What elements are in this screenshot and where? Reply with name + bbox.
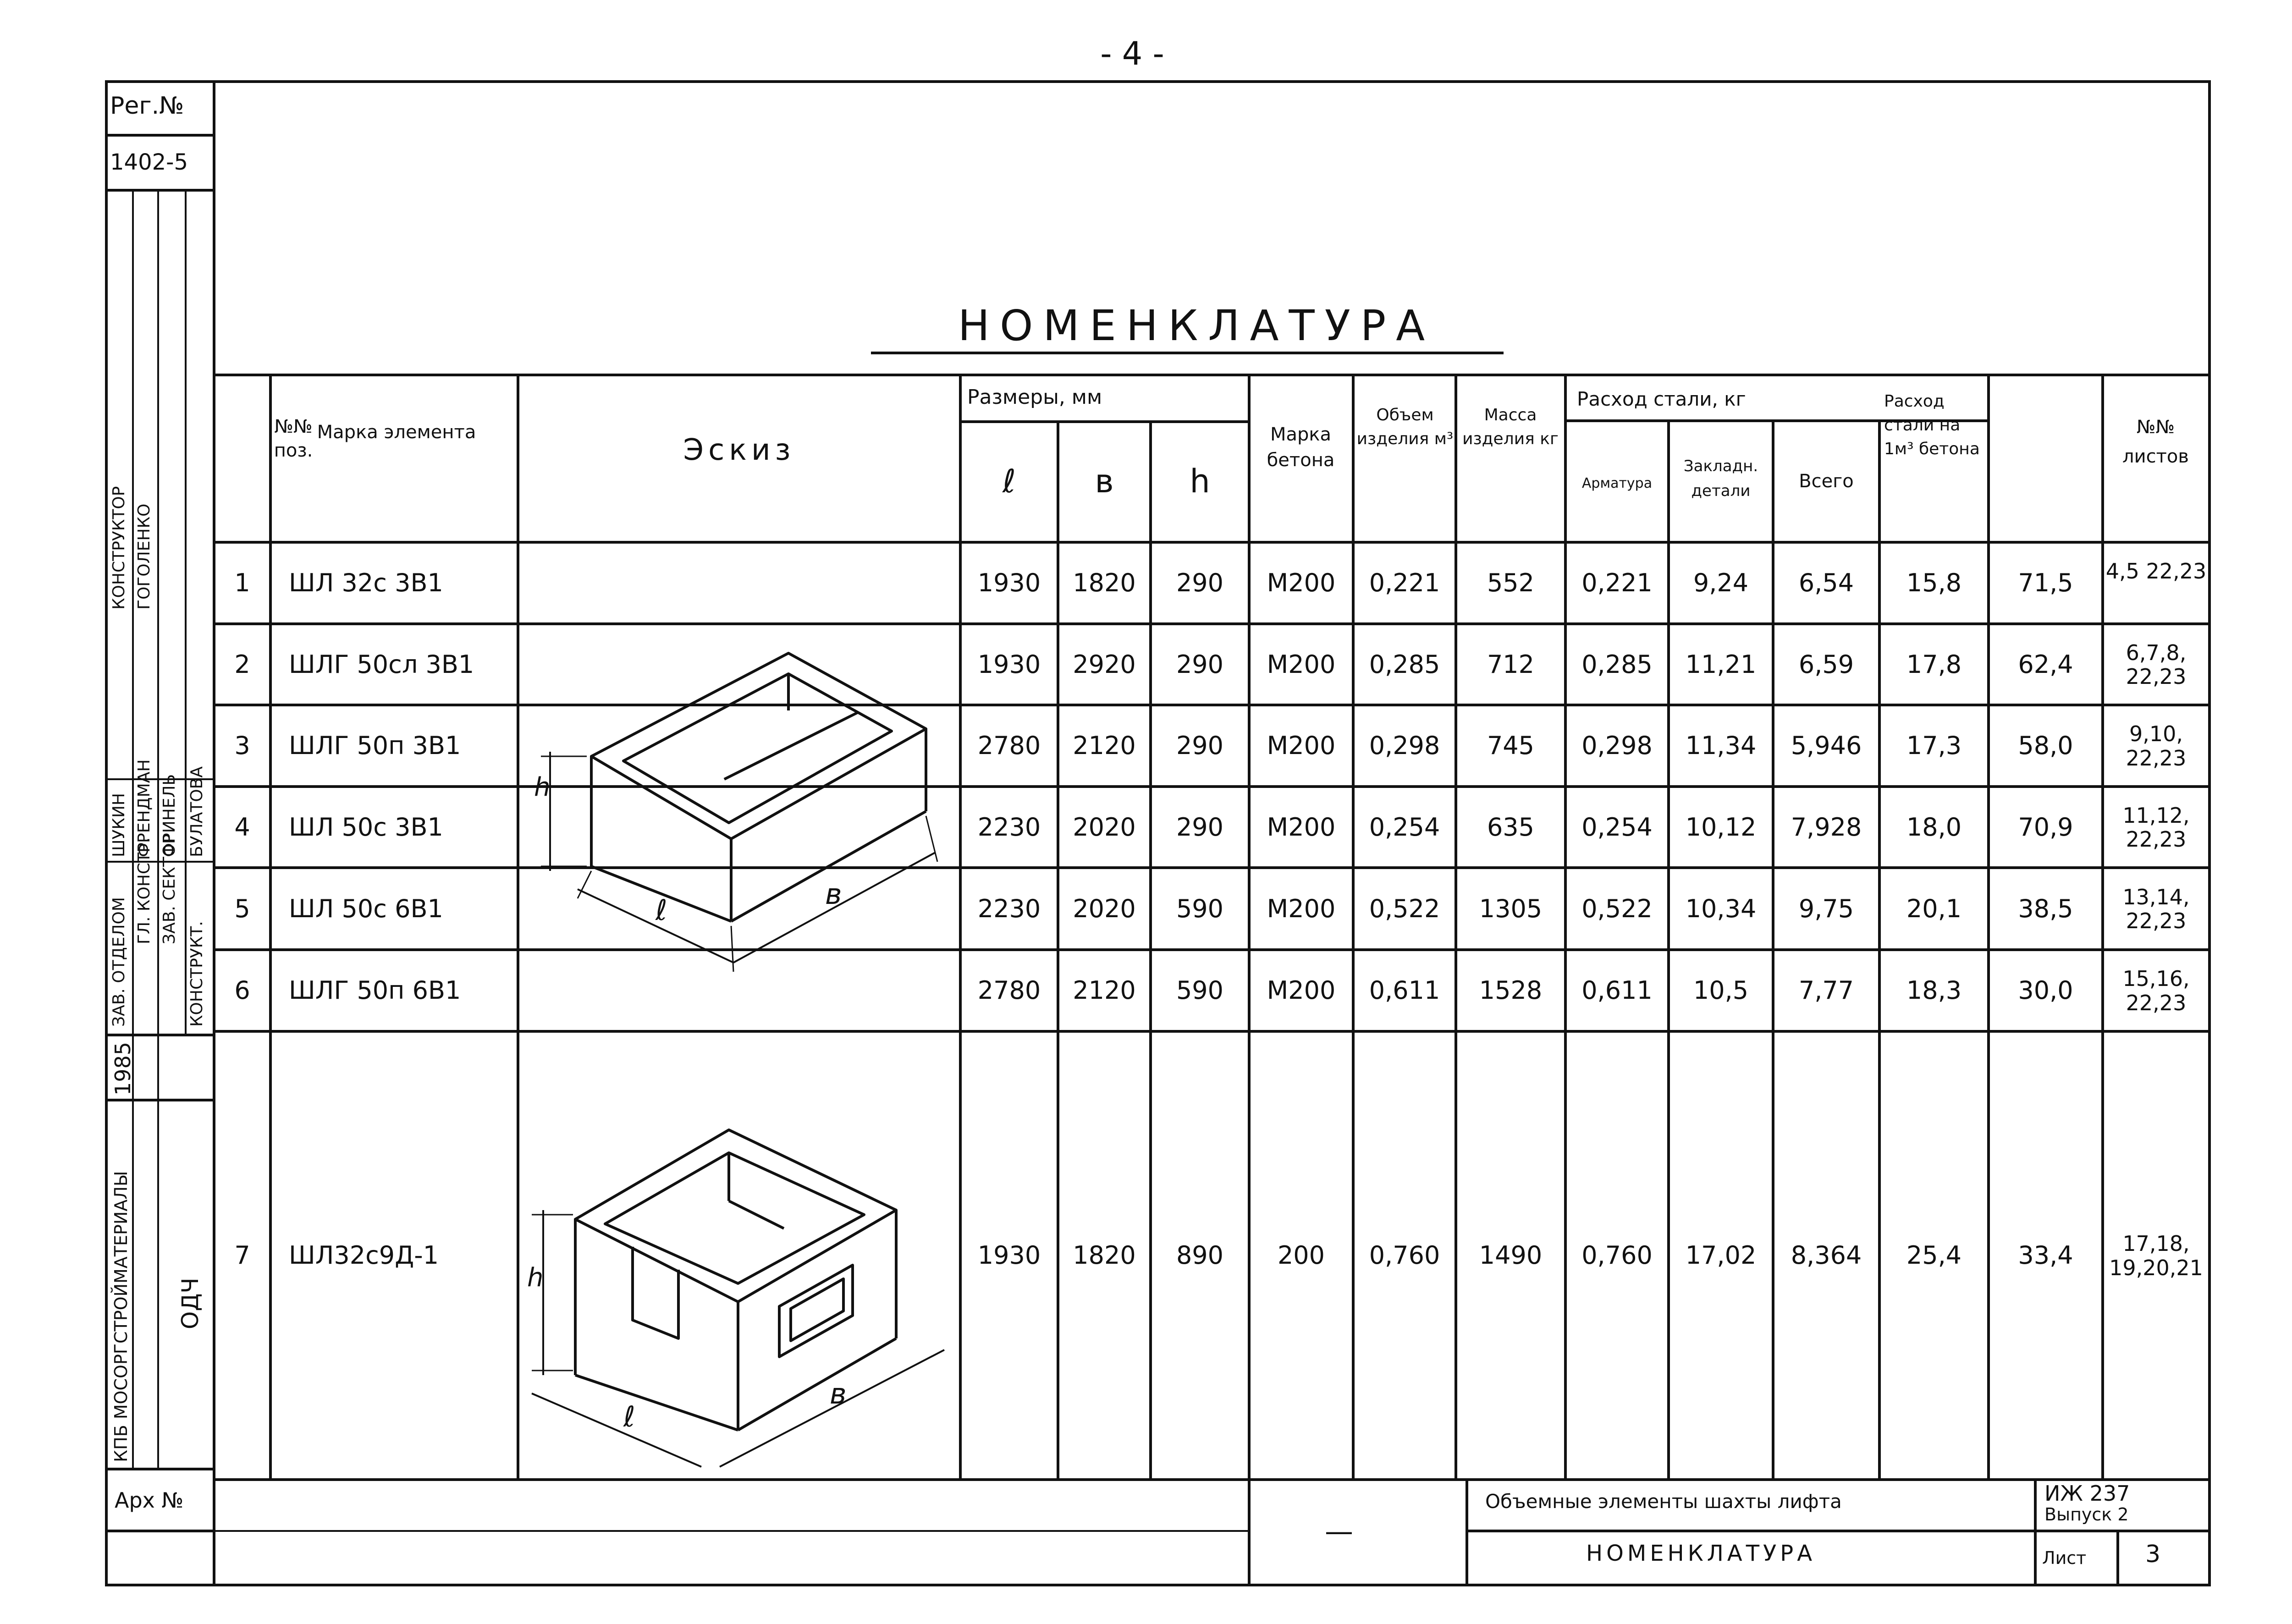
- table-cell-l: 2230: [977, 812, 1041, 842]
- table-cell-b: 2020: [1073, 894, 1136, 923]
- table-cell-mark: ШЛ32с9Д-1: [289, 1241, 439, 1270]
- table-cell-sheets: 13,14, 22,23: [2122, 884, 2190, 934]
- stamp-name-1: ГОГОЛЕНКО: [135, 503, 154, 610]
- table-cell-pos: 2: [234, 650, 250, 679]
- sketch1-label-h: h: [534, 772, 551, 802]
- header-mass: Масса изделия кг: [1462, 406, 1559, 449]
- header-steel-per-m3: Расход стали на 1м³ бетона: [1884, 392, 1980, 459]
- header-h: h: [1190, 462, 1210, 500]
- header-mark: Марка элемента: [317, 422, 476, 443]
- table-cell-b: 2120: [1073, 731, 1136, 760]
- stamp-role-2: ЗАВ. ОТДЕЛОМ: [110, 897, 128, 1027]
- stamp-name-4: ФРИНЕЛЬ: [160, 774, 179, 857]
- table-cell-b: 2920: [1073, 650, 1136, 679]
- sketch2-label-h: h: [527, 1263, 544, 1293]
- header-b: в: [1095, 462, 1114, 500]
- table-cell-h: 290: [1176, 650, 1224, 679]
- table-cell-embedded: 9,75: [1798, 894, 1854, 923]
- table-cell-embedded: 7,77: [1798, 976, 1854, 1005]
- title-block-description: Объемные элементы шахты лифта: [1485, 1490, 1842, 1513]
- table-cell-mass: 552: [1487, 568, 1535, 597]
- table-cell-total: 25,4: [1906, 1241, 1962, 1270]
- table-cell-total: 18,0: [1906, 812, 1962, 842]
- table-cell-concrete-mark: М200: [1267, 568, 1336, 597]
- table-cell-sheets: 6,7,8, 22,23: [2126, 640, 2187, 689]
- table-cell-mark: ШЛГ 50п 3В1: [289, 731, 461, 760]
- table-cell-h: 590: [1176, 976, 1224, 1005]
- table-cell-rebar: 11,34: [1685, 731, 1757, 760]
- header-pos: №№ поз.: [274, 416, 313, 461]
- stamp-name-5: БУЛАТОВА: [187, 766, 206, 857]
- table-cell-l: 1930: [977, 1241, 1041, 1270]
- sketch2-label-l: ℓ: [623, 1400, 635, 1433]
- page-number: - 4 -: [1100, 35, 1164, 72]
- table-cell-per-m3: 33,4: [2018, 1241, 2073, 1270]
- table-cell-total: 18,3: [1906, 976, 1962, 1005]
- table-cell-pos: 3: [234, 731, 250, 760]
- table-cell-sheets: 4,5 22,23: [2105, 559, 2207, 584]
- table-cell-l: 2780: [977, 976, 1041, 1005]
- table-cell-volume: 0,221: [1369, 568, 1440, 597]
- stamp-name-2: ШУКИН: [110, 793, 128, 857]
- table-cell-concrete: 0,611: [1581, 976, 1653, 1005]
- table-cell-b: 2120: [1073, 976, 1136, 1005]
- table-cell-per-m3: 58,0: [2018, 731, 2073, 760]
- stamp-odch: ОДЧ: [177, 1277, 204, 1329]
- table-cell-embedded: 6,59: [1798, 650, 1854, 679]
- table-cell-volume: 0,254: [1369, 812, 1440, 842]
- page-title: НОМЕНКЛАТУРА: [958, 301, 1435, 350]
- header-embedded: Закладн. детали: [1683, 457, 1758, 501]
- table-cell-concrete-mark: 200: [1277, 1241, 1325, 1270]
- table-cell-rebar: 9,24: [1693, 568, 1749, 597]
- table-cell-concrete: 0,254: [1581, 812, 1653, 842]
- header-volume: Объем изделия м³: [1356, 406, 1454, 449]
- header-total: Всего: [1799, 471, 1854, 492]
- title-block-sheet-value: 3: [2145, 1541, 2161, 1568]
- stamp-year: 1985: [110, 1041, 135, 1096]
- table-cell-per-m3: 30,0: [2018, 976, 2073, 1005]
- table-cell-mass: 635: [1487, 812, 1535, 842]
- stamp-role-5: КОНСТРУКТ.: [187, 921, 206, 1027]
- table-cell-l: 1930: [977, 650, 1041, 679]
- table-cell-total: 20,1: [1906, 894, 1962, 923]
- table-cell-b: 2020: [1073, 812, 1136, 842]
- table-cell-concrete: 0,522: [1581, 894, 1653, 923]
- table-cell-h: 290: [1176, 568, 1224, 597]
- stamp-org: КПБ МОСОРГСТРОЙМАТЕРИАЛЫ: [111, 1171, 131, 1462]
- reg-value: 1402-5: [110, 149, 188, 175]
- table-cell-total: 17,3: [1906, 731, 1962, 760]
- header-l: ℓ: [1003, 462, 1016, 500]
- table-cell-rebar: 17,02: [1685, 1241, 1757, 1270]
- stamp-role-3: ГЛ. КОНСТР.: [135, 837, 154, 944]
- table-cell-volume: 0,522: [1369, 894, 1440, 923]
- title-block-issue: Выпуск 2: [2044, 1504, 2129, 1525]
- table-cell-concrete: 0,760: [1581, 1241, 1653, 1270]
- table-cell-pos: 4: [234, 812, 250, 842]
- table-cell-volume: 0,760: [1369, 1241, 1440, 1270]
- table-cell-per-m3: 38,5: [2018, 894, 2073, 923]
- table-cell-mass: 1528: [1479, 976, 1543, 1005]
- table-cell-mass: 712: [1487, 650, 1535, 679]
- header-sheets: №№ листов: [2122, 417, 2189, 467]
- table-cell-per-m3: 71,5: [2018, 568, 2073, 597]
- table-cell-rebar: 11,21: [1685, 650, 1757, 679]
- title-block-doc-name: НОМЕНКЛАТУРА: [1586, 1541, 1816, 1566]
- reg-label: Рег.№: [110, 92, 184, 120]
- header-dims: Размеры, мм: [967, 385, 1102, 409]
- table-cell-concrete: 0,298: [1581, 731, 1653, 760]
- table-cell-mark: ШЛГ 50п 6В1: [289, 976, 461, 1005]
- table-cell-embedded: 7,928: [1791, 812, 1862, 842]
- table-cell-pos: 7: [234, 1241, 250, 1270]
- table-cell-b: 1820: [1073, 1241, 1136, 1270]
- table-cell-per-m3: 70,9: [2018, 812, 2073, 842]
- table-cell-rebar: 10,5: [1693, 976, 1749, 1005]
- table-cell-sheets: 9,10, 22,23: [2126, 721, 2187, 771]
- header-sketch: Эскиз: [683, 433, 795, 467]
- table-cell-mark: ШЛ 32с 3В1: [289, 568, 443, 597]
- table-cell-h: 290: [1176, 812, 1224, 842]
- table-cell-mark: ШЛ 50с 6В1: [289, 894, 443, 923]
- title-block-code: ИЖ 237: [2044, 1481, 2130, 1506]
- table-cell-sheets: 15,16, 22,23: [2122, 966, 2190, 1015]
- table-cell-pos: 5: [234, 894, 250, 923]
- table-cell-concrete-mark: М200: [1267, 650, 1336, 679]
- stamp-role-4: ЗАВ. СЕКТОР: [160, 834, 179, 944]
- table-cell-mark: ШЛ 50с 3В1: [289, 812, 443, 842]
- table-cell-embedded: 6,54: [1798, 568, 1854, 597]
- sketch2-label-b: в: [830, 1377, 847, 1410]
- sketch1-label-l: ℓ: [656, 893, 667, 927]
- table-cell-mass: 1490: [1479, 1241, 1543, 1270]
- table-cell-sheets: 17,18, 19,20,21: [2109, 1231, 2203, 1280]
- stamp-role-1: КОНСТРУКТОР: [110, 486, 128, 610]
- table-cell-mass: 1305: [1479, 894, 1543, 923]
- table-cell-h: 290: [1176, 731, 1224, 760]
- table-cell-pos: 6: [234, 976, 250, 1005]
- table-cell-b: 1820: [1073, 568, 1136, 597]
- table-cell-pos: 1: [234, 568, 250, 597]
- table-cell-mass: 745: [1487, 731, 1535, 760]
- table-cell-h: 590: [1176, 894, 1224, 923]
- archive-label: Арх №: [115, 1488, 184, 1513]
- table-cell-volume: 0,611: [1369, 976, 1440, 1005]
- table-cell-concrete: 0,285: [1581, 650, 1653, 679]
- title-block-dash: —: [1325, 1514, 1353, 1548]
- header-concrete-mark: Марка бетона: [1267, 424, 1335, 471]
- table-cell-rebar: 10,34: [1685, 894, 1757, 923]
- table-cell-concrete-mark: М200: [1267, 976, 1336, 1005]
- stamp-name-3: ФРЕНДМАН: [135, 759, 154, 857]
- table-cell-total: 17,8: [1906, 650, 1962, 679]
- table-cell-concrete-mark: М200: [1267, 812, 1336, 842]
- table-cell-concrete-mark: М200: [1267, 894, 1336, 923]
- table-cell-sheets: 11,12, 22,23: [2122, 803, 2190, 852]
- table-cell-l: 2230: [977, 894, 1041, 923]
- table-cell-concrete: 0,221: [1581, 568, 1653, 597]
- title-block-sheet-label: Лист: [2042, 1548, 2087, 1568]
- header-steel: Расход стали, кг: [1577, 388, 1746, 410]
- table-cell-l: 2780: [977, 731, 1041, 760]
- table-cell-mark: ШЛГ 50сл 3В1: [289, 650, 474, 679]
- sketch1-label-b: в: [825, 877, 842, 911]
- table-cell-h: 890: [1176, 1241, 1224, 1270]
- header-rebar: Арматура: [1581, 475, 1653, 491]
- table-cell-volume: 0,298: [1369, 731, 1440, 760]
- table-cell-concrete-mark: М200: [1267, 731, 1336, 760]
- table-cell-embedded: 8,364: [1791, 1241, 1862, 1270]
- table-cell-volume: 0,285: [1369, 650, 1440, 679]
- table-cell-total: 15,8: [1906, 568, 1962, 597]
- table-cell-rebar: 10,12: [1685, 812, 1757, 842]
- table-cell-embedded: 5,946: [1791, 731, 1862, 760]
- table-cell-per-m3: 62,4: [2018, 650, 2073, 679]
- table-cell-l: 1930: [977, 568, 1041, 597]
